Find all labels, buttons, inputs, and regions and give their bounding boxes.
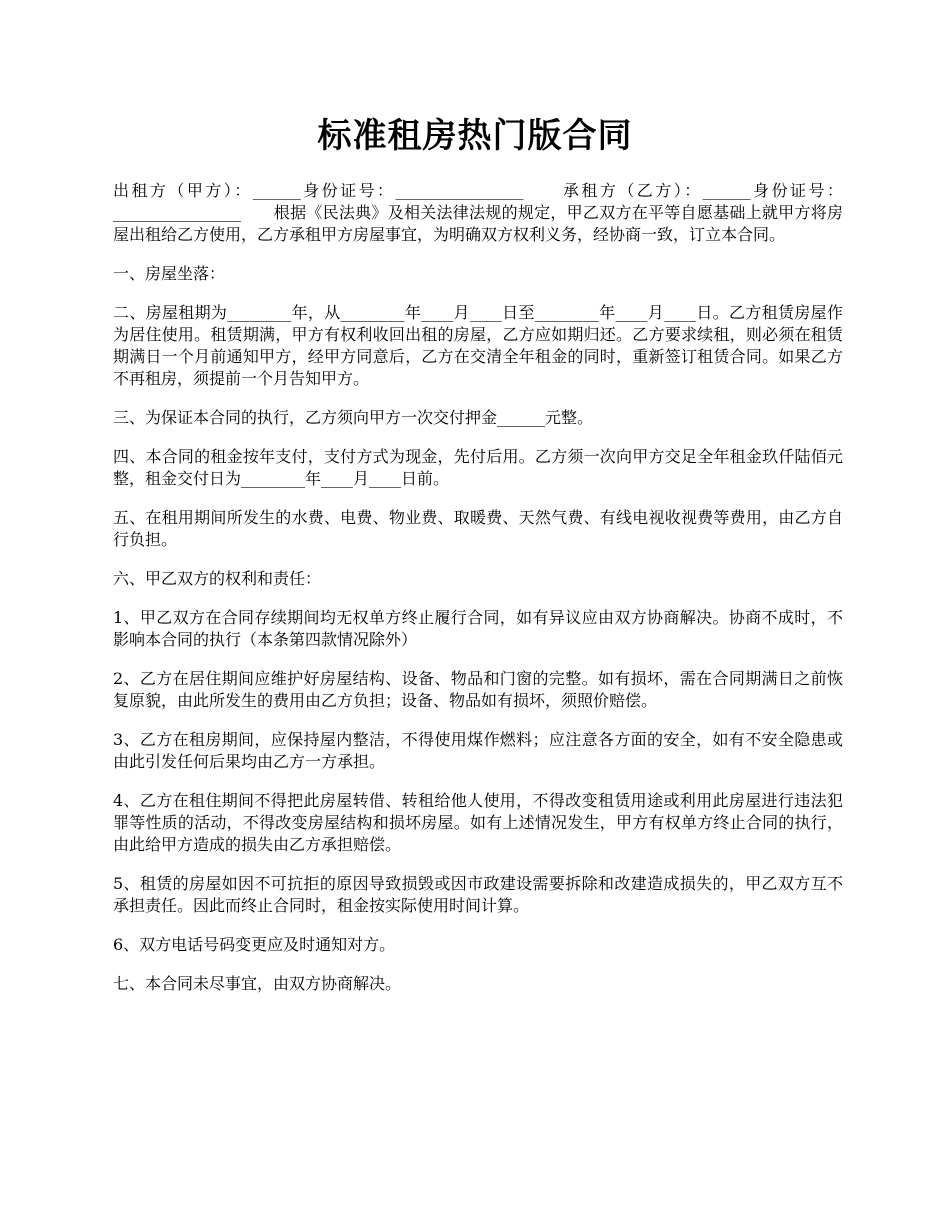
paragraph-clause-5: 五、在租用期间所发生的水费、电费、物业费、取暖费、天然气费、有线电视收视费等费用，由乙方自行负担。 (113, 508, 843, 549)
paragraph-clause-7: 七、本合同未尽事宜，由双方协商解决。 (113, 974, 402, 993)
paragraph-item-5: 5、租赁的房屋如因不可抗拒的原因导致损毁或因市政建设需要拆除和改建造成损失的，甲乙双方互不承担责任。因此而终止合同时，租金按实际使用时间计算。 (113, 874, 843, 915)
paragraph-item-2: 2、乙方在居住期间应维护好房屋结构、设备、物品和门窗的完整。如有损坏，需在合同期满日之前恢复原貌，由此所发生的费用由乙方负担；设备、物品如有损坏，须照价赔偿。 (113, 669, 843, 710)
paragraph-preamble: 出租方（甲方）：______身份证号：________________ 承租方（乙方）：______身份证号：________________ 根据《民法典》及相关法律法规的规定，甲乙双方在平等自愿基础上就甲方将房屋出租给乙方使用，乙方承租甲方房屋事宜，为明确双方权利义务，经协商一致，订立本合同。 (113, 181, 843, 244)
paragraph-clause-2: 二、房屋租期为________年，从________年____月____日至________年____月____日。乙方租赁房屋作为居住使用。租赁期满，甲方有权利收回出租的房屋，乙方应如期归还。乙方要求续租，则必须在租赁期满日一个月前通知甲方，经甲方同意后，乙方在交清全年租金的同时，重新签订租赁合同。如果乙方不再租房，须提前一个月告知甲方。 (113, 303, 843, 388)
paragraph-item-6: 6、双方电话号码变更应及时通知对方。 (113, 935, 396, 954)
paragraph-item-4: 4、乙方在租住期间不得把此房屋转借、转租给他人使用，不得改变租赁用途或利用此房屋进行违法犯罪等性质的活动，不得改变房屋结构和损坏房屋。如有上述情况发生，甲方有权单方终止合同的执行，由此给甲方造成的损失由乙方承担赔偿。 (113, 791, 843, 854)
paragraph-item-3: 3、乙方在租房期间，应保持屋内整洁，不得使用煤作燃料；应注意各方面的安全，如有不安全隐患或由此引发任何后果均由乙方一方承担。 (113, 730, 843, 771)
paragraph-clause-1: 一、房屋坐落： (113, 264, 226, 283)
paragraph-clause-6: 六、甲乙双方的权利和责任： (113, 569, 322, 588)
paragraph-clause-3: 三、为保证本合同的执行，乙方须向甲方一次交付押金______元整。 (113, 408, 594, 427)
document-title: 标准租房热门版合同 (317, 116, 633, 156)
document-body (113, 180, 843, 1012)
paragraph-clause-4: 四、本合同的租金按年支付，支付方式为现金，先付后用。乙方须一次向甲方交足全年租金玖仟陆佰元整，租金交付日为________年____月____日前。 (113, 447, 843, 488)
paragraph-item-1: 1、甲乙双方在合同存续期间均无权单方终止履行合同，如有异议应由双方协商解决。协商不成时，不影响本合同的执行（本条第四款情况除外） (113, 608, 843, 649)
